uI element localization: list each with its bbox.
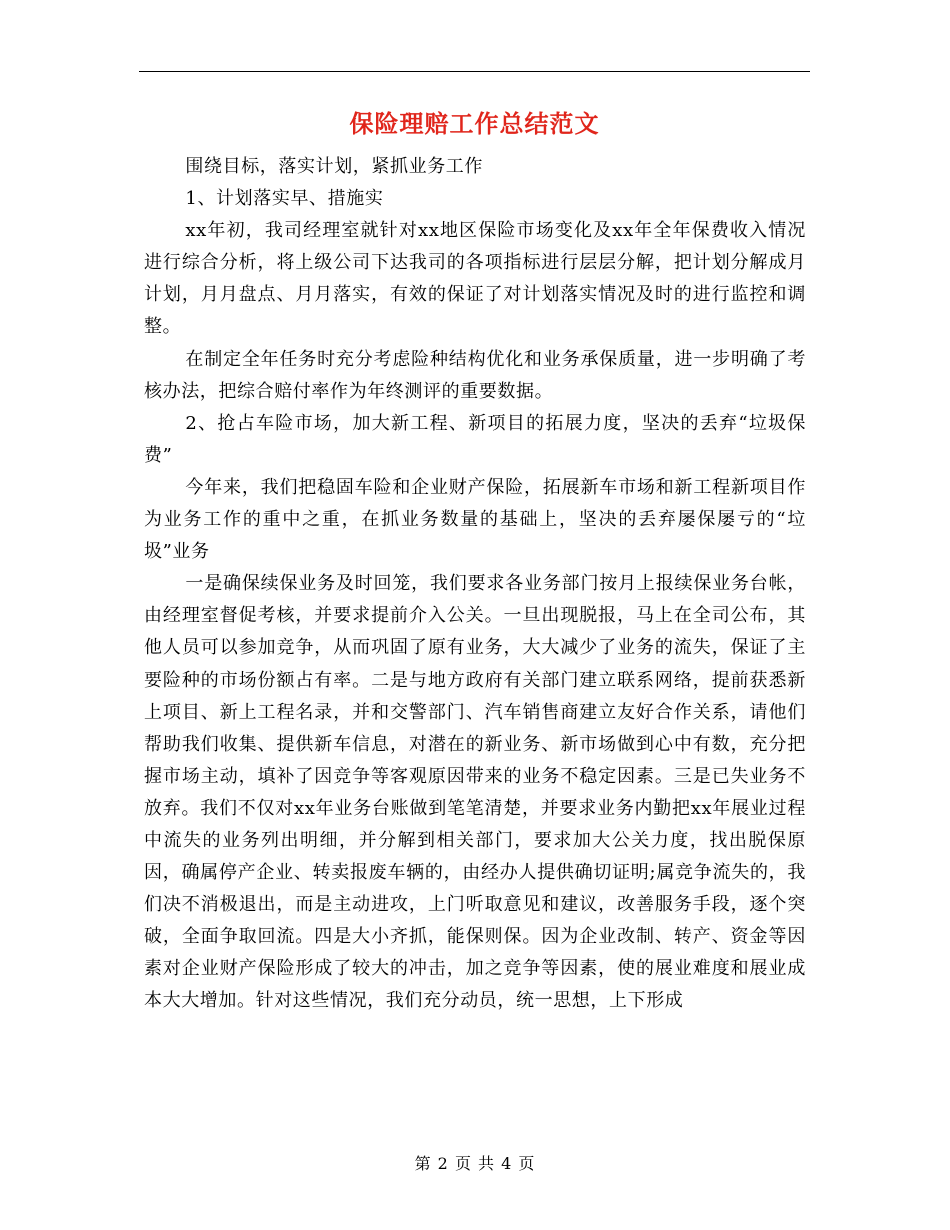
- body-paragraph: 今年来，我们把稳固车险和企业财产保险，拓展新车市场和新工程新项目作为业务工作的重中之重，在抓业务数量的基础上，坚决的丢弃屡保屡亏的“垃圾”业务: [144, 476, 806, 563]
- subheading-market: 2、抢占车险市场，加大新工程、新项目的拓展力度，坚决的丢弃“垃圾保费”: [144, 412, 806, 466]
- body-paragraph: xx年初，我司经理室就针对xx地区保险市场变化及xx年全年保费收入情况进行综合分析，将上级公司下达我司的各项指标进行层层分解，把计划分解成月计划，月月盘点、月月落实，有效的保证了对计划落实情况及时的进行监控和调整。: [144, 220, 806, 338]
- body-paragraph: 在制定全年任务时充分考虑险种结构优化和业务承保质量，进一步明确了考核办法，把综合赔付率作为年终测评的重要数据。: [144, 348, 806, 402]
- page-number-footer: 第 2 页 共 4 页: [414, 1154, 536, 1173]
- document-title: 保险理赔工作总结范文: [349, 109, 600, 138]
- section-heading: 围绕目标，落实计划，紧抓业务工作: [185, 156, 483, 177]
- header-rule: [139, 71, 810, 72]
- subheading-plan: 1、计划落实早、措施实: [185, 188, 384, 210]
- body-paragraph: 一是确保续保业务及时回笼，我们要求各业务部门按月上报续保业务台帐，由经理室督促考核，并要求提前介入公关。一旦出现脱报，马上在全司公布，其他人员可以参加竞争，从而巩固了原有业务，大大减少了业务的流失，保证了主要险种的市场份额占有率。二是与地方政府有关部门建立联系网络，提前获悉新上项目、新上工程名录，并和交警部门、汽车销售商建立友好合作关系，请他们帮助我们收集、提供新车信息，对潜在的新业务、新市场做到心中有数，充分把握市场主动，填补了因竞争等客观原因带来的业务不稳定因素。三是已失业务不放弃。我们不仅对xx年业务台账做到笔笔清楚，并要求业务内勤把xx年展业过程中流失的业务列出明细，并分解到相关部门，要求加大公关力度，找出脱保原因，确属停产企业、转卖报废车辆的，由经办人提供确切证明;属竞争流失的，我们决不消极退出，而是主动进攻，上门听取意见和建议，改善服务手段，逐个突破，全面争取回流。四是大小齐抓，能保则保。因为企业改制、转产、资金等因素对企业财产保险形成了较大的冲击，加之竞争等因素，使的展业难度和展业成本大大增加。针对这些情况，我们充分动员，统一思想，上下形成: [144, 573, 806, 1012]
- document-body: [144, 151, 806, 1018]
